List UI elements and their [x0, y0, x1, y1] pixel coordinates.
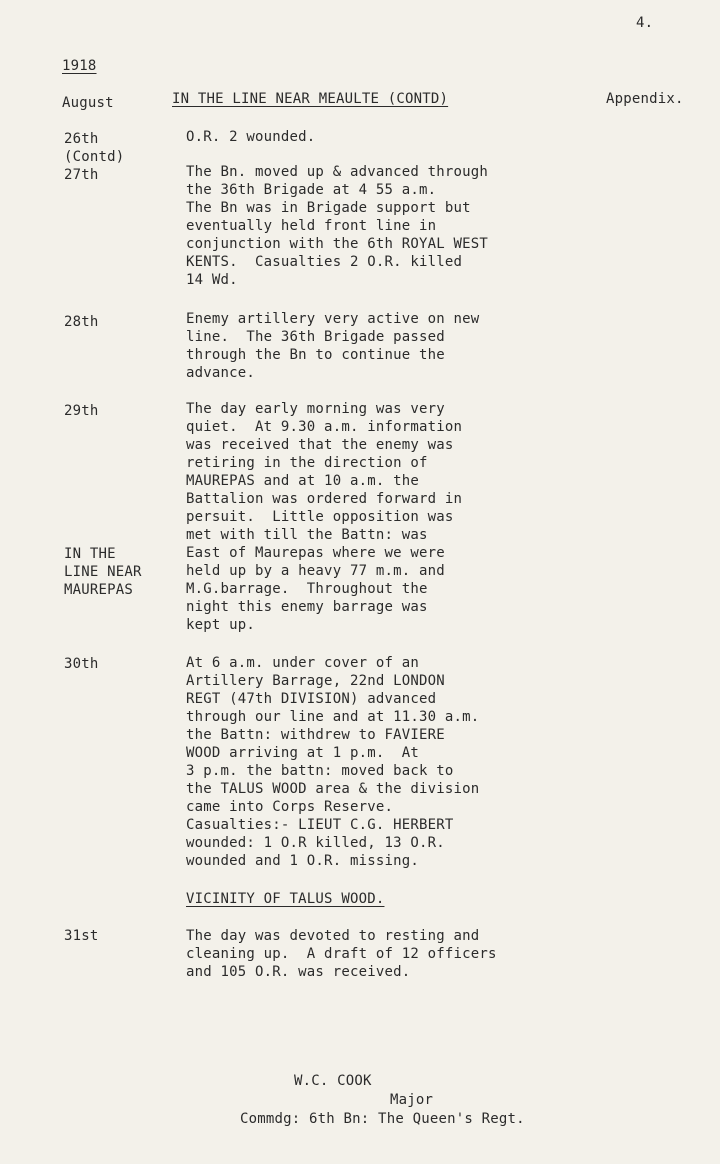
entry-text-line: held up by a heavy 77 m.m. and — [186, 563, 445, 579]
year-heading: 1918 — [62, 58, 97, 74]
entry-text-line: REGT (47th DIVISION) advanced — [186, 691, 437, 707]
entry-text — [186, 654, 479, 870]
entry-text-line: M.G.barrage. Throughout the — [186, 581, 428, 597]
entry-text-line: Battalion was ordered forward in — [186, 491, 463, 507]
entry-text-line: quiet. At 9.30 a.m. information — [186, 419, 463, 435]
entry-text-line: retiring in the direction of — [186, 455, 428, 471]
entry-text-line: cleaning up. A draft of 12 officers — [186, 946, 497, 962]
entry-text-line: Artillery Barrage, 22nd LONDON — [186, 673, 445, 689]
entry-text-line: KENTS. Casualties 2 O.R. killed — [186, 254, 463, 270]
entry-text-line: conjunction with the 6th ROYAL WEST — [186, 236, 489, 252]
page-number: 4. — [636, 15, 654, 31]
entry-text-line: The Bn. moved up & advanced through — [186, 164, 489, 180]
entry-text-line: the Battn: withdrew to FAVIERE — [186, 727, 445, 743]
entry-text-line: MAUREPAS and at 10 a.m. the — [186, 473, 419, 489]
entry-text-line: O.R. 2 wounded. — [186, 129, 316, 145]
location-line: MAUREPAS — [64, 582, 134, 598]
entry-date — [64, 166, 99, 184]
entry-text-line: persuit. Little opposition was — [186, 509, 454, 525]
entry-date-line: 27th — [64, 167, 99, 183]
entry-date — [64, 313, 99, 331]
entry-text-line: advance. — [186, 365, 256, 381]
entry-date-line: 29th — [64, 403, 99, 419]
entry-date — [64, 130, 124, 166]
entry-text-line: line. The 36th Brigade passed — [186, 329, 445, 345]
sub-heading: VICINITY OF TALUS WOOD. — [186, 891, 385, 907]
entry-date-line: 31st — [64, 928, 99, 944]
entry-text-line: kept up. — [186, 617, 256, 633]
month-label: August — [62, 95, 114, 111]
entry-text-line: At 6 a.m. under cover of an — [186, 655, 419, 671]
entry-date-line: (Contd) — [64, 149, 125, 165]
signature-rank: Major — [390, 1092, 434, 1108]
entry-text-line: night this enemy barrage was — [186, 599, 428, 615]
entry-text-line: the TALUS WOOD area & the division — [186, 781, 480, 797]
entry-text-line: met with till the Battn: was — [186, 527, 428, 543]
entry-text-line: the 36th Brigade at 4 55 a.m. — [186, 182, 437, 198]
entry-date — [64, 402, 99, 420]
entry-text-line: WOOD arriving at 1 p.m. At — [186, 745, 419, 761]
entry-text-line: 3 p.m. the battn: moved back to — [186, 763, 454, 779]
entry-text-line: East of Maurepas where we were — [186, 545, 445, 561]
signature-name: W.C. COOK — [294, 1073, 372, 1089]
entry-text-line: through our line and at 11.30 a.m. — [186, 709, 480, 725]
location-margin-note — [64, 545, 142, 599]
entry-text-line: was received that the enemy was — [186, 437, 454, 453]
section-heading: IN THE LINE NEAR MEAULTE (CONTD) — [172, 91, 449, 107]
entry-text-line: wounded and 1 O.R. missing. — [186, 853, 419, 869]
location-line: IN THE — [64, 546, 116, 562]
entry-text — [186, 927, 497, 981]
entry-text — [186, 163, 488, 289]
entry-date — [64, 927, 99, 945]
entry-text — [186, 400, 462, 634]
entry-text-line: through the Bn to continue the — [186, 347, 445, 363]
entry-text-line: The Bn was in Brigade support but — [186, 200, 471, 216]
entry-text — [186, 128, 315, 146]
entry-text-line: The day early morning was very — [186, 401, 445, 417]
entry-text — [186, 310, 479, 382]
entry-text-line: The day was devoted to resting and — [186, 928, 480, 944]
entry-text-line: eventually held front line in — [186, 218, 437, 234]
entry-text-line: 14 Wd. — [186, 272, 238, 288]
entry-text-line: wounded: 1 O.R killed, 13 O.R. — [186, 835, 445, 851]
appendix-label: Appendix. — [606, 91, 684, 107]
entry-date — [64, 655, 99, 673]
entry-text-line: Casualties:- LIEUT C.G. HERBERT — [186, 817, 454, 833]
entry-date-line: 26th — [64, 131, 99, 147]
entry-text-line: and 105 O.R. was received. — [186, 964, 411, 980]
entry-date-line: 30th — [64, 656, 99, 672]
signature-unit: Commdg: 6th Bn: The Queen's Regt. — [240, 1111, 525, 1127]
entry-text-line: came into Corps Reserve. — [186, 799, 394, 815]
entry-date-line: 28th — [64, 314, 99, 330]
location-line: LINE NEAR — [64, 564, 142, 580]
entry-text-line: Enemy artillery very active on new — [186, 311, 480, 327]
